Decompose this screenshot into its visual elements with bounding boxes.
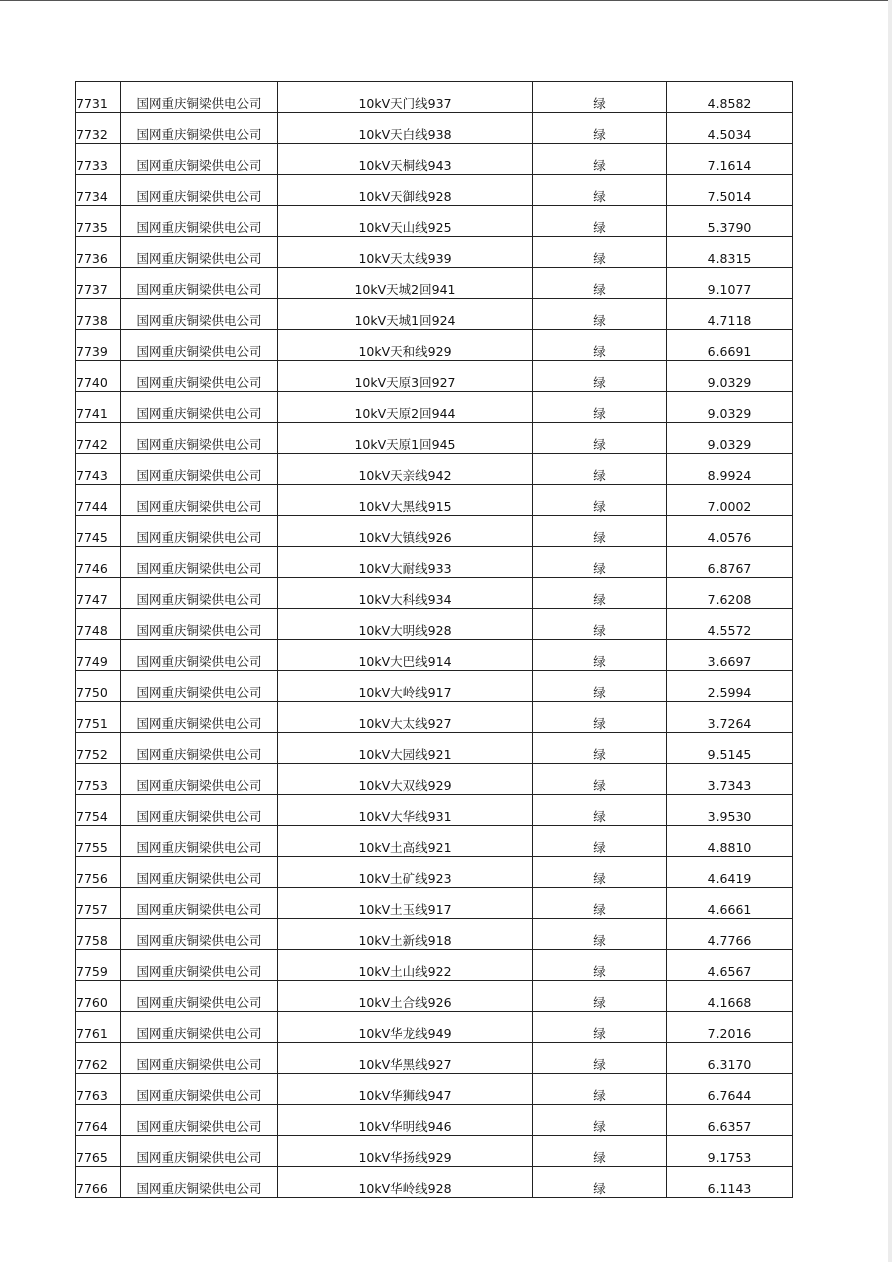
- row-number-cell: 7751: [76, 702, 121, 733]
- row-number-cell: 7761: [76, 1012, 121, 1043]
- value-cell: 7.1614: [667, 144, 793, 175]
- table-row: [76, 144, 793, 175]
- company-cell: 国网重庆铜梁供电公司: [121, 578, 278, 609]
- company-cell: 国网重庆铜梁供电公司: [121, 330, 278, 361]
- row-number-cell: 7762: [76, 1043, 121, 1074]
- row-number-cell: 7763: [76, 1074, 121, 1105]
- status-color-cell: 绿: [533, 175, 667, 206]
- row-number-cell: 7743: [76, 454, 121, 485]
- status-color-cell: 绿: [533, 640, 667, 671]
- table-row: [76, 1105, 793, 1136]
- company-cell: 国网重庆铜梁供电公司: [121, 826, 278, 857]
- status-color-cell: 绿: [533, 1167, 667, 1198]
- row-number-cell: 7760: [76, 981, 121, 1012]
- status-color-cell: 绿: [533, 950, 667, 981]
- line-name-cell: 10kV华扬线929: [278, 1136, 533, 1167]
- line-name-cell: 10kV天原3回927: [278, 361, 533, 392]
- company-cell: 国网重庆铜梁供电公司: [121, 795, 278, 826]
- row-number-cell: 7732: [76, 113, 121, 144]
- table-row: [76, 485, 793, 516]
- company-cell: 国网重庆铜梁供电公司: [121, 981, 278, 1012]
- table-row: [76, 547, 793, 578]
- row-number-cell: 7741: [76, 392, 121, 423]
- line-name-cell: 10kV土高线921: [278, 826, 533, 857]
- value-cell: 7.0002: [667, 485, 793, 516]
- row-number-cell: 7739: [76, 330, 121, 361]
- value-cell: 4.5572: [667, 609, 793, 640]
- row-number-cell: 7759: [76, 950, 121, 981]
- status-color-cell: 绿: [533, 361, 667, 392]
- status-color-cell: 绿: [533, 392, 667, 423]
- status-color-cell: 绿: [533, 144, 667, 175]
- value-cell: 4.6661: [667, 888, 793, 919]
- value-cell: 3.9530: [667, 795, 793, 826]
- line-name-cell: 10kV大黑线915: [278, 485, 533, 516]
- value-cell: 6.1143: [667, 1167, 793, 1198]
- company-cell: 国网重庆铜梁供电公司: [121, 1074, 278, 1105]
- line-name-cell: 10kV大镇线926: [278, 516, 533, 547]
- line-name-cell: 10kV大明线928: [278, 609, 533, 640]
- table-row: [76, 764, 793, 795]
- status-color-cell: 绿: [533, 733, 667, 764]
- line-name-cell: 10kV大华线931: [278, 795, 533, 826]
- line-name-cell: 10kV天白线938: [278, 113, 533, 144]
- status-color-cell: 绿: [533, 1074, 667, 1105]
- row-number-cell: 7734: [76, 175, 121, 206]
- table-row: [76, 671, 793, 702]
- value-cell: 4.5034: [667, 113, 793, 144]
- value-cell: 4.8582: [667, 82, 793, 113]
- row-number-cell: 7745: [76, 516, 121, 547]
- status-color-cell: 绿: [533, 764, 667, 795]
- table-row: [76, 330, 793, 361]
- value-cell: 4.1668: [667, 981, 793, 1012]
- table-row: [76, 733, 793, 764]
- table-row: [76, 919, 793, 950]
- status-color-cell: 绿: [533, 919, 667, 950]
- status-color-cell: 绿: [533, 671, 667, 702]
- line-name-cell: 10kV天原1回945: [278, 423, 533, 454]
- status-color-cell: 绿: [533, 1043, 667, 1074]
- status-color-cell: 绿: [533, 206, 667, 237]
- table-row: [76, 981, 793, 1012]
- table-row: [76, 113, 793, 144]
- line-name-cell: 10kV大耐线933: [278, 547, 533, 578]
- line-name-cell: 10kV天和线929: [278, 330, 533, 361]
- company-cell: 国网重庆铜梁供电公司: [121, 454, 278, 485]
- status-color-cell: 绿: [533, 888, 667, 919]
- value-cell: 6.7644: [667, 1074, 793, 1105]
- status-color-cell: 绿: [533, 330, 667, 361]
- row-number-cell: 7744: [76, 485, 121, 516]
- line-name-cell: 10kV华黑线927: [278, 1043, 533, 1074]
- page-edge-shadow: [888, 0, 892, 1262]
- company-cell: 国网重庆铜梁供电公司: [121, 144, 278, 175]
- row-number-cell: 7731: [76, 82, 121, 113]
- value-cell: 9.0329: [667, 392, 793, 423]
- status-color-cell: 绿: [533, 113, 667, 144]
- row-number-cell: 7748: [76, 609, 121, 640]
- value-cell: 6.6357: [667, 1105, 793, 1136]
- line-name-cell: 10kV土新线918: [278, 919, 533, 950]
- line-name-cell: 10kV土山线922: [278, 950, 533, 981]
- company-cell: 国网重庆铜梁供电公司: [121, 1043, 278, 1074]
- row-number-cell: 7764: [76, 1105, 121, 1136]
- company-cell: 国网重庆铜梁供电公司: [121, 423, 278, 454]
- table-row: [76, 1074, 793, 1105]
- value-cell: 9.1077: [667, 268, 793, 299]
- line-name-cell: 10kV大园线921: [278, 733, 533, 764]
- row-number-cell: 7750: [76, 671, 121, 702]
- line-name-cell: 10kV天门线937: [278, 82, 533, 113]
- table-row: [76, 516, 793, 547]
- company-cell: 国网重庆铜梁供电公司: [121, 392, 278, 423]
- table-row: [76, 1043, 793, 1074]
- company-cell: 国网重庆铜梁供电公司: [121, 361, 278, 392]
- company-cell: 国网重庆铜梁供电公司: [121, 175, 278, 206]
- status-color-cell: 绿: [533, 578, 667, 609]
- status-color-cell: 绿: [533, 516, 667, 547]
- status-color-cell: 绿: [533, 423, 667, 454]
- line-name-cell: 10kV天原2回944: [278, 392, 533, 423]
- table-row: [76, 423, 793, 454]
- company-cell: 国网重庆铜梁供电公司: [121, 640, 278, 671]
- company-cell: 国网重庆铜梁供电公司: [121, 485, 278, 516]
- company-cell: 国网重庆铜梁供电公司: [121, 857, 278, 888]
- value-cell: 4.6419: [667, 857, 793, 888]
- data-table: [75, 81, 793, 1198]
- company-cell: 国网重庆铜梁供电公司: [121, 547, 278, 578]
- status-color-cell: 绿: [533, 702, 667, 733]
- line-name-cell: 10kV大科线934: [278, 578, 533, 609]
- company-cell: 国网重庆铜梁供电公司: [121, 919, 278, 950]
- value-cell: 4.7766: [667, 919, 793, 950]
- company-cell: 国网重庆铜梁供电公司: [121, 702, 278, 733]
- status-color-cell: 绿: [533, 826, 667, 857]
- table-row: [76, 578, 793, 609]
- value-cell: 9.5145: [667, 733, 793, 764]
- line-name-cell: 10kV天城1回924: [278, 299, 533, 330]
- table-row: [76, 795, 793, 826]
- line-name-cell: 10kV华龙线949: [278, 1012, 533, 1043]
- value-cell: 2.5994: [667, 671, 793, 702]
- line-name-cell: 10kV天御线928: [278, 175, 533, 206]
- status-color-cell: 绿: [533, 609, 667, 640]
- value-cell: 6.6691: [667, 330, 793, 361]
- company-cell: 国网重庆铜梁供电公司: [121, 1136, 278, 1167]
- table-row: [76, 454, 793, 485]
- value-cell: 4.6567: [667, 950, 793, 981]
- line-name-cell: 10kV大巴线914: [278, 640, 533, 671]
- line-name-cell: 10kV大双线929: [278, 764, 533, 795]
- company-cell: 国网重庆铜梁供电公司: [121, 113, 278, 144]
- row-number-cell: 7733: [76, 144, 121, 175]
- row-number-cell: 7754: [76, 795, 121, 826]
- table-row: [76, 1136, 793, 1167]
- value-cell: 4.8810: [667, 826, 793, 857]
- status-color-cell: 绿: [533, 1105, 667, 1136]
- row-number-cell: 7737: [76, 268, 121, 299]
- company-cell: 国网重庆铜梁供电公司: [121, 950, 278, 981]
- company-cell: 国网重庆铜梁供电公司: [121, 671, 278, 702]
- value-cell: 6.3170: [667, 1043, 793, 1074]
- row-number-cell: 7756: [76, 857, 121, 888]
- company-cell: 国网重庆铜梁供电公司: [121, 299, 278, 330]
- row-number-cell: 7746: [76, 547, 121, 578]
- status-color-cell: 绿: [533, 485, 667, 516]
- table-row: [76, 392, 793, 423]
- line-name-cell: 10kV华岭线928: [278, 1167, 533, 1198]
- row-number-cell: 7742: [76, 423, 121, 454]
- status-color-cell: 绿: [533, 981, 667, 1012]
- value-cell: 3.7264: [667, 702, 793, 733]
- value-cell: 9.0329: [667, 423, 793, 454]
- status-color-cell: 绿: [533, 268, 667, 299]
- line-name-cell: 10kV天太线939: [278, 237, 533, 268]
- status-color-cell: 绿: [533, 857, 667, 888]
- value-cell: 4.8315: [667, 237, 793, 268]
- company-cell: 国网重庆铜梁供电公司: [121, 237, 278, 268]
- table-row: [76, 640, 793, 671]
- row-number-cell: 7755: [76, 826, 121, 857]
- value-cell: 3.6697: [667, 640, 793, 671]
- row-number-cell: 7740: [76, 361, 121, 392]
- row-number-cell: 7766: [76, 1167, 121, 1198]
- status-color-cell: 绿: [533, 795, 667, 826]
- company-cell: 国网重庆铜梁供电公司: [121, 268, 278, 299]
- value-cell: 7.6208: [667, 578, 793, 609]
- company-cell: 国网重庆铜梁供电公司: [121, 764, 278, 795]
- table-row: [76, 702, 793, 733]
- company-cell: 国网重庆铜梁供电公司: [121, 206, 278, 237]
- table-row: [76, 609, 793, 640]
- line-name-cell: 10kV天亲线942: [278, 454, 533, 485]
- row-number-cell: 7757: [76, 888, 121, 919]
- company-cell: 国网重庆铜梁供电公司: [121, 82, 278, 113]
- table-row: [76, 826, 793, 857]
- row-number-cell: 7735: [76, 206, 121, 237]
- value-cell: 5.3790: [667, 206, 793, 237]
- company-cell: 国网重庆铜梁供电公司: [121, 1012, 278, 1043]
- table-row: [76, 857, 793, 888]
- table-row: [76, 888, 793, 919]
- status-color-cell: 绿: [533, 299, 667, 330]
- row-number-cell: 7747: [76, 578, 121, 609]
- row-number-cell: 7765: [76, 1136, 121, 1167]
- value-cell: 8.9924: [667, 454, 793, 485]
- value-cell: 9.0329: [667, 361, 793, 392]
- line-name-cell: 10kV华明线946: [278, 1105, 533, 1136]
- table-row: [76, 237, 793, 268]
- line-name-cell: 10kV天城2回941: [278, 268, 533, 299]
- table-row: [76, 950, 793, 981]
- table-row: [76, 268, 793, 299]
- status-color-cell: 绿: [533, 82, 667, 113]
- line-name-cell: 10kV土合线926: [278, 981, 533, 1012]
- line-name-cell: 10kV土矿线923: [278, 857, 533, 888]
- line-name-cell: 10kV大太线927: [278, 702, 533, 733]
- status-color-cell: 绿: [533, 1012, 667, 1043]
- status-color-cell: 绿: [533, 1136, 667, 1167]
- line-name-cell: 10kV华狮线947: [278, 1074, 533, 1105]
- company-cell: 国网重庆铜梁供电公司: [121, 733, 278, 764]
- status-color-cell: 绿: [533, 547, 667, 578]
- table-row: [76, 299, 793, 330]
- company-cell: 国网重庆铜梁供电公司: [121, 516, 278, 547]
- status-color-cell: 绿: [533, 454, 667, 485]
- row-number-cell: 7738: [76, 299, 121, 330]
- value-cell: 7.2016: [667, 1012, 793, 1043]
- company-cell: 国网重庆铜梁供电公司: [121, 888, 278, 919]
- table-row: [76, 1012, 793, 1043]
- row-number-cell: 7749: [76, 640, 121, 671]
- row-number-cell: 7736: [76, 237, 121, 268]
- value-cell: 6.8767: [667, 547, 793, 578]
- row-number-cell: 7758: [76, 919, 121, 950]
- row-number-cell: 7753: [76, 764, 121, 795]
- table-row: [76, 361, 793, 392]
- table-row: [76, 175, 793, 206]
- company-cell: 国网重庆铜梁供电公司: [121, 1105, 278, 1136]
- company-cell: 国网重庆铜梁供电公司: [121, 609, 278, 640]
- page-top-rule: [0, 0, 892, 1]
- table-row: [76, 1167, 793, 1198]
- value-cell: 7.5014: [667, 175, 793, 206]
- value-cell: 3.7343: [667, 764, 793, 795]
- value-cell: 9.1753: [667, 1136, 793, 1167]
- row-number-cell: 7752: [76, 733, 121, 764]
- line-name-cell: 10kV大岭线917: [278, 671, 533, 702]
- company-cell: 国网重庆铜梁供电公司: [121, 1167, 278, 1198]
- line-name-cell: 10kV天山线925: [278, 206, 533, 237]
- status-color-cell: 绿: [533, 237, 667, 268]
- value-cell: 4.7118: [667, 299, 793, 330]
- table-body: [76, 82, 793, 1198]
- value-cell: 4.0576: [667, 516, 793, 547]
- table-row: [76, 82, 793, 113]
- line-name-cell: 10kV土玉线917: [278, 888, 533, 919]
- table-row: [76, 206, 793, 237]
- line-name-cell: 10kV天桐线943: [278, 144, 533, 175]
